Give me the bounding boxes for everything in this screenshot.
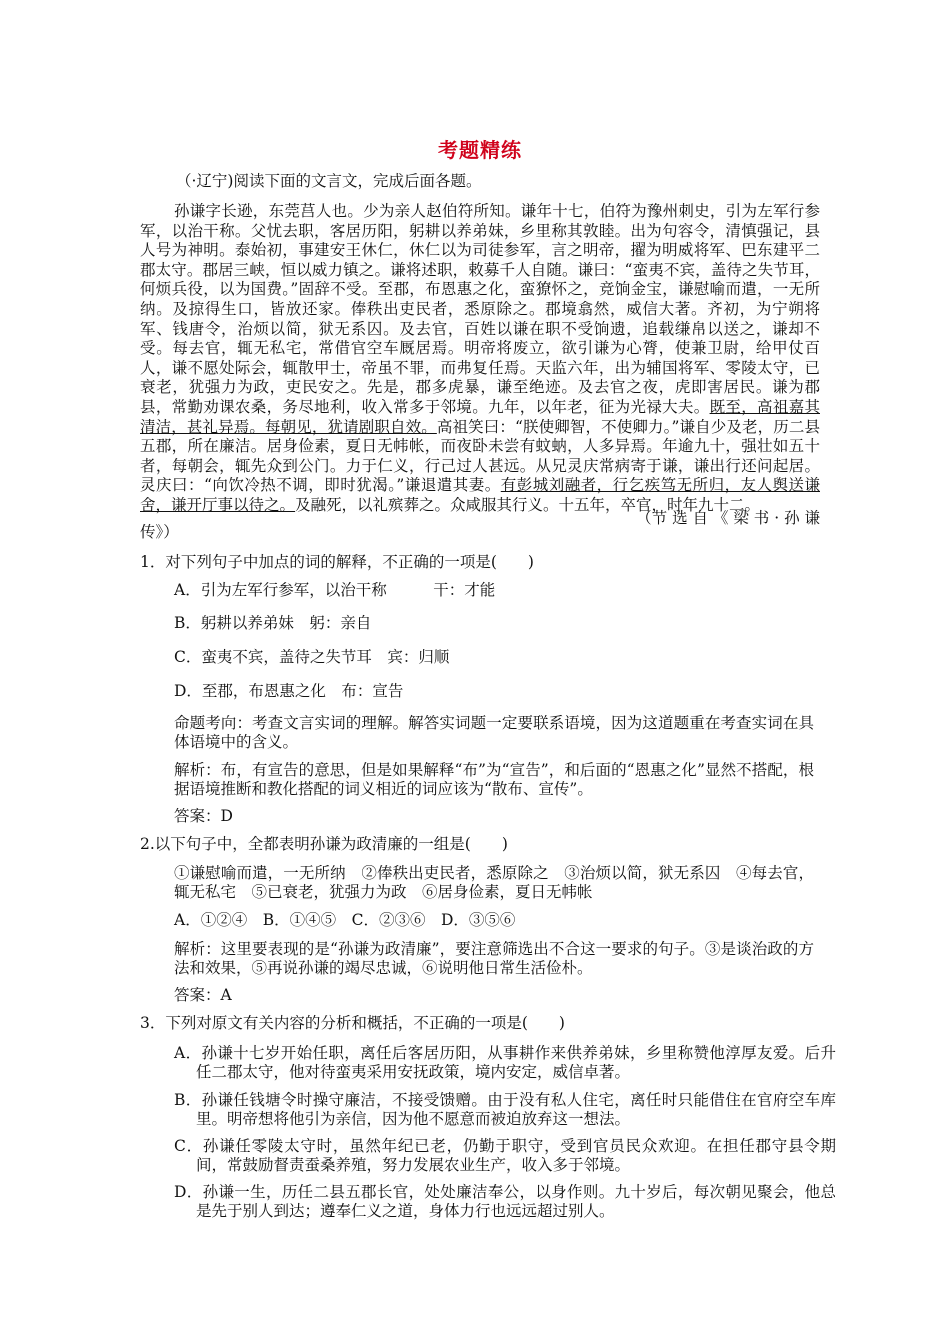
source-citation: （节 选 自 《 梁 书 · 孙 谦 — [636, 509, 820, 527]
passage-part-1: 孙谦字长逊，东莞莒人也。少为亲人赵伯符所知。谦年十七，伯符为豫州刺史，引为左军行参军，以治干称。父忧去职，客居历阳，躬耕以养弟妹，乡里称其敦睦。出为句容令，清慎强记，县人号为神明。泰始初，事建安王休仁，休仁以为司徒参军，言之明帝，擢为明威将军、巴东建平二郡太守。郡居三峡，恒以威力镇之。谦将述职，敕募千人自随。谦曰：“蛮夷不宾，盖待之失节耳，何烦兵役，以为国费。”固辞不受。至郡，布恩惠之化，蛮獠怀之，竞饷金宝，谦慰喻而遣，一无所纳。及掠得生口，皆放还家。俸秩出吏民者，悉原除之。郡境翕然，威信大著。齐初，为宁朔将军、钱唐令，治烦以简，狱无系囚。及去官，百姓以谦在职不受饷遗，追载缣帛以送之，谦却不受。每去官，辄无私宅，常借官空车厩居焉。明帝将废立，欲引谦为心膂，使兼卫尉，给甲仗百人，谦不愿处际会，辄散甲士，帝虽不罪，而弗复任焉。天监六年，出为辅国将军、零陵太守，已衰老，犹强力为政，吏民安之。先是，郡多虎暴，谦至绝迹。及去官之夜，虎即害居民。谦为郡县，常勤劝课农桑，务尽地利，收入常多于邻境。九年，以年老，征为光禄大夫。 — [140, 202, 820, 416]
question-3-option-c: C．孙谦任零陵太守时，虽然年纪已老，仍勤于职守，受到官员民众欢迎。在担任郡守县令期间，常鼓励督责蚕桑养殖，努力发展农业生产，收入多于邻境。 — [174, 1137, 836, 1174]
instruction: （·辽宁)阅读下面的文言文，完成后面各题。 — [176, 172, 482, 190]
passage-part-3: 及融死，以礼殡葬之。众咸服其行义。十五年，卒官，时年九十二。 — [295, 495, 761, 514]
question-3-stem: 3．下列对原文有关内容的分析和概括，不正确的一项是( ) — [140, 1014, 565, 1032]
question-1-stem: 1．对下列句子中加点的词的解释，不正确的一项是( ) — [140, 553, 534, 571]
question-2-analysis: 解析：这里要表现的是“孙谦为政清廉”，要注意筛选出不合这一要求的句子。③是谈治政的方法和效果，⑤再说孙谦的竭尽忠诚，⑥说明他日常生活俭朴。 — [174, 940, 814, 977]
source-citation-cont: 传》） — [140, 523, 179, 541]
question-1-option-b: B．躬耕以养弟妹 躬：亲自 — [174, 614, 372, 632]
question-2-stem: 2.以下句子中，全都表明孙谦为政清廉的一组是( ) — [140, 835, 508, 853]
question-1-option-c: C．蛮夷不宾，盖待之失节耳 宾：归顺 — [174, 648, 450, 666]
question-3-option-b: B．孙谦任钱塘令时操守廉洁，不接受馈赠。由于没有私人住宅，离任时只能借住在官府空车库里。明帝想将他引为亲信，因为他不愿意而被迫放弃这一想法。 — [174, 1091, 836, 1128]
question-2-options: A．①②④ B．①④⑤ C．②③⑥ D．③⑤⑥ — [174, 911, 516, 929]
passage-part-2: 高祖笑曰：“朕使卿智，不使卿力。”谦自少及老，历二县五郡，所在廉洁。居身俭素，夏日无帏帐，而夜卧未尝有蚊蚋，人多异焉。年逾九十，强壮如五十者，每朝会，辄先众到公门。力于仁义，行己过人甚远。从兄灵庆常病寄于谦，谦出行还问起居。灵庆曰：“向饮冷热不调，即时犹渴。”谦退遣其妻。 — [140, 417, 820, 495]
classical-passage — [140, 202, 820, 516]
underlined-sentence-1: 既至，高祖嘉其清洁，甚礼异焉。每朝见，犹请剧职自效。 — [140, 397, 820, 436]
question-1-topic: 命题考向：考查文言实词的理解。解答实词题一定要联系语境，因为这道题重在考查实词在具体语境中的含义。 — [174, 714, 814, 751]
page-title: 考题精练 — [438, 138, 522, 162]
question-2-answer: 答案：A — [174, 986, 232, 1004]
underlined-sentence-2: 有彭城刘融者，行乞疾笃无所归，友人舆送谦舍，谦开厅事以待之。 — [140, 476, 820, 514]
question-1-option-d: D．至郡，布恩惠之化 布：宣告 — [174, 682, 404, 700]
question-2-items: ①谦慰喻而遣，一无所纳 ②俸秩出吏民者，悉原除之 ③治烦以简，狱无系囚 ④每去官，辄无私宅 ⑤已衰老，犹强力为政 ⑥居身俭素，夏日无帏帐 — [174, 864, 814, 901]
question-1-analysis: 解析：布，有宣告的意思，但是如果解释“布”为“宣告”，和后面的“恩惠之化”显然不搭配，根据语境推断和教化搭配的词义相近的词应该为“散布、宣传”。 — [174, 761, 814, 798]
question-3-option-a: A．孙谦十七岁开始任职，离任后客居历阳，从事耕作来供养弟妹，乡里称赞他淳厚友爱。后升任二郡太守，他对待蛮夷采用安抚政策，境内安定，威信卓著。 — [174, 1044, 836, 1081]
question-3-option-d: D．孙谦一生，历任二县五郡长官，处处廉洁奉公，以身作则。九十岁后，每次朝见聚会，他总是先于别人到达；遵奉仁义之道，身体力行也远远超过别人。 — [174, 1183, 836, 1220]
question-1-answer: 答案：D — [174, 807, 233, 825]
question-1-option-a: A．引为左军行参军，以治干称 干：才能 — [174, 581, 496, 599]
